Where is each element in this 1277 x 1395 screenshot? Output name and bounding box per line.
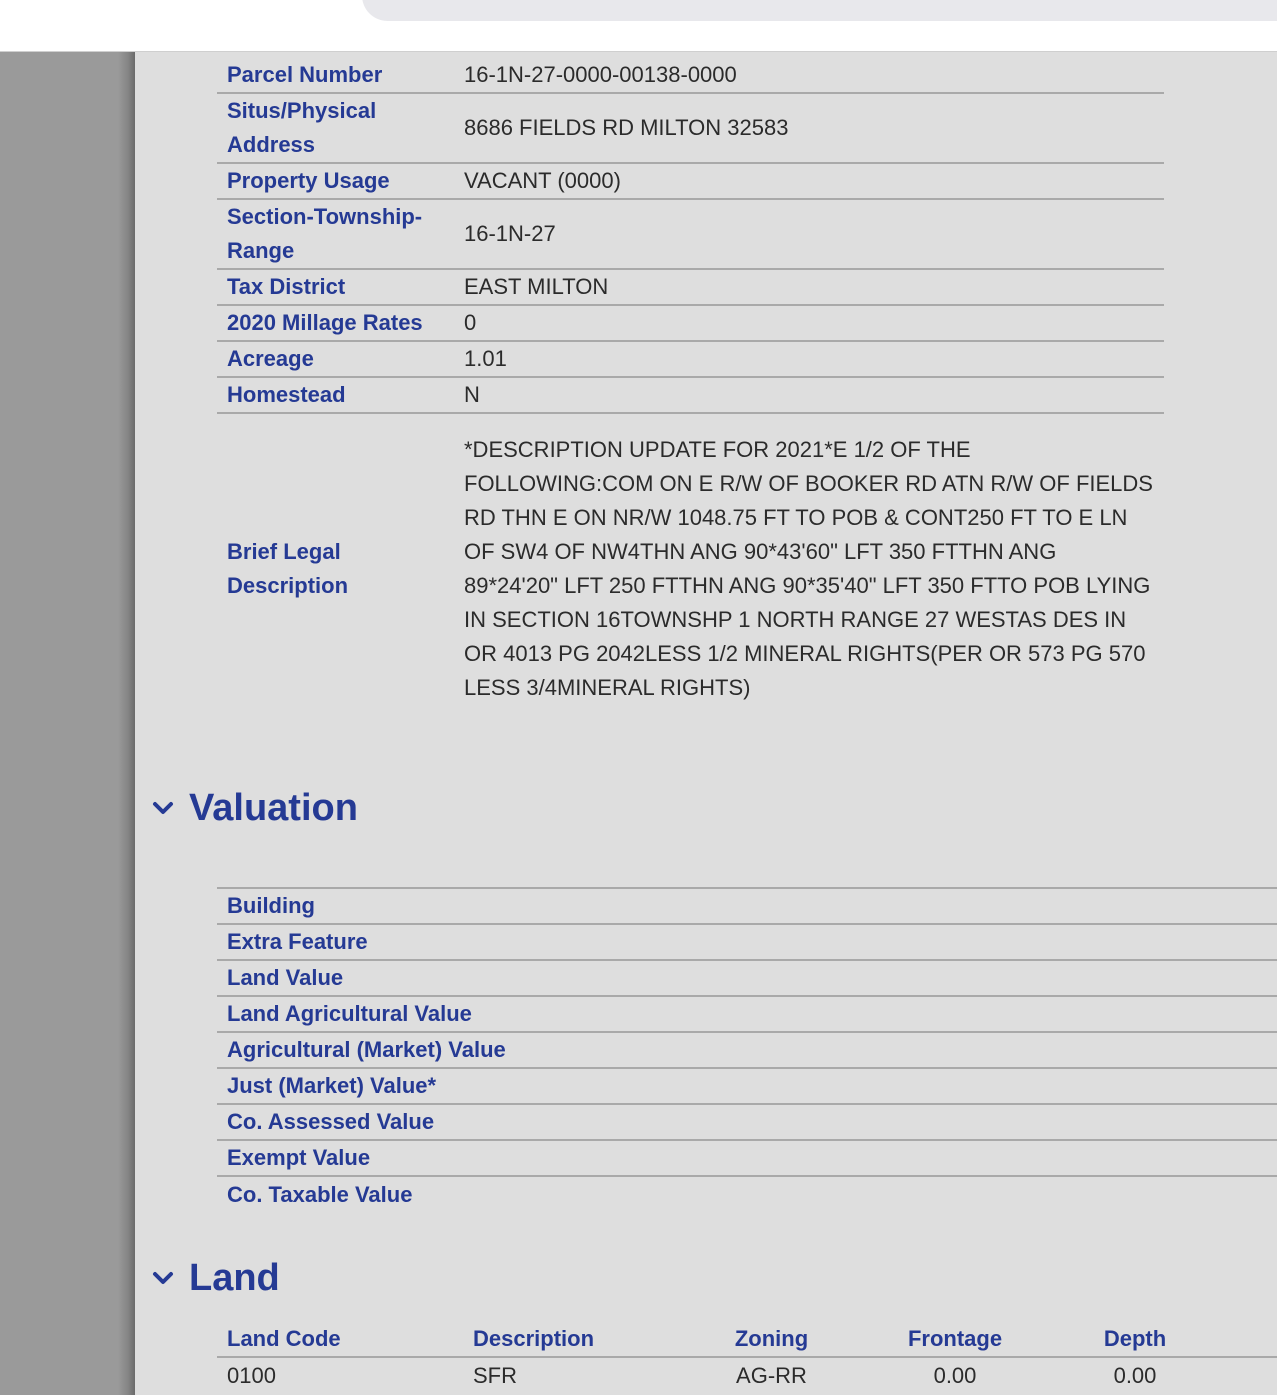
land-table	[217, 1322, 1277, 1394]
section-title: Valuation	[189, 787, 358, 829]
valuation-row	[217, 925, 1277, 961]
row-value: 16-1N-27-0000-00138-0000	[464, 62, 737, 87]
frontage-cell: 0.00	[933, 1363, 977, 1388]
row-label: Parcel Number	[227, 62, 383, 87]
row-label: Co. Taxable Value	[227, 1182, 413, 1207]
row-value: N	[464, 382, 480, 407]
valuation-row	[217, 889, 1277, 925]
row-label: Acreage	[227, 346, 314, 371]
legal-description-row	[217, 414, 1164, 722]
row-label: Tax District	[227, 274, 346, 299]
section-title: Land	[189, 1257, 280, 1299]
millage-row	[217, 306, 1164, 342]
chevron-down-icon	[151, 1266, 175, 1290]
valuation-row	[217, 1033, 1277, 1069]
address-row	[217, 94, 1164, 164]
row-label: Land Agricultural Value	[227, 1001, 472, 1026]
valuation-row	[217, 1141, 1277, 1177]
row-value: VACANT (0000)	[464, 168, 621, 193]
land-code-cell: 0100	[227, 1363, 276, 1388]
row-value: 0	[464, 310, 477, 335]
parcel-info-table	[217, 58, 1164, 722]
row-label: Situs/Physical Address	[227, 98, 377, 157]
zoning-cell: AG-RR	[736, 1363, 807, 1388]
land-header[interactable]	[151, 1256, 280, 1300]
valuation-row	[217, 1069, 1277, 1105]
column-header: Depth	[1103, 1326, 1167, 1351]
address-bar[interactable]	[362, 0, 1277, 21]
table-row	[217, 1358, 1277, 1394]
parcel-number-row	[217, 58, 1164, 94]
row-label: Just (Market) Value*	[227, 1073, 437, 1098]
property-usage-row	[217, 164, 1164, 200]
valuation-row	[217, 1177, 1277, 1213]
valuation-table	[217, 887, 1277, 1213]
column-header: Frontage	[907, 1326, 1003, 1351]
str-row	[217, 200, 1164, 270]
row-value: 1.01	[464, 346, 507, 371]
row-label: Brief Legal Description	[227, 539, 349, 598]
main-content	[135, 52, 1277, 1395]
top-bar	[0, 0, 1277, 52]
table-header-row	[217, 1322, 1277, 1358]
column-header: Description	[473, 1326, 595, 1351]
row-label: Land Value	[227, 965, 344, 990]
valuation-row	[217, 1105, 1277, 1141]
row-value: 8686 FIELDS RD MILTON 32583	[464, 115, 789, 140]
row-label: Extra Feature	[227, 929, 368, 954]
tax-district-row	[217, 270, 1164, 306]
row-label: Co. Assessed Value	[227, 1109, 435, 1134]
depth-cell: 0.00	[1113, 1363, 1157, 1388]
row-label: Building	[227, 893, 315, 918]
row-value: *DESCRIPTION UPDATE FOR 2021*E 1/2 OF THE FOLLOWING:COM ON E R/W OF BOOKER RD ATN R/W OF FIELDS RD THN E ON NR/W 1048.75 FT TO POB & CONT250 FT TO E LN OF SW4 OF NW4THN ANG 90*43'60" LFT 350 FTTHN ANG 89*24'20" LFT 250 FTTHN ANG 90*35'40" LFT 350 FTTO POB LYING IN SECTION 16TOWNSHP 1 NORTH RANGE 27 WESTAS DES IN OR 4013 PG 2042LESS 1/2 MINERAL RIGHTS(PER OR 573 PG 570 LESS 3/4MINERAL RIGHTS)	[464, 437, 1153, 700]
valuation-header[interactable]	[151, 786, 358, 830]
chevron-down-icon	[151, 796, 175, 820]
row-value: 16-1N-27	[464, 221, 556, 246]
description-cell: SFR	[473, 1363, 517, 1388]
column-header: Zoning	[734, 1326, 809, 1351]
row-label: Property Usage	[227, 168, 390, 193]
row-label: 2020 Millage Rates	[227, 310, 423, 335]
row-value: EAST MILTON	[464, 274, 609, 299]
acreage-row	[217, 342, 1164, 378]
row-label: Agricultural (Market) Value	[227, 1037, 506, 1062]
row-label: Exempt Value	[227, 1145, 371, 1170]
valuation-row	[217, 997, 1277, 1033]
column-header: Land Code	[227, 1326, 341, 1351]
homestead-row	[217, 378, 1164, 414]
row-label: Homestead	[227, 382, 346, 407]
valuation-row	[217, 961, 1277, 997]
row-label: Section-Township-Range	[227, 204, 423, 263]
sidebar	[0, 52, 135, 1395]
